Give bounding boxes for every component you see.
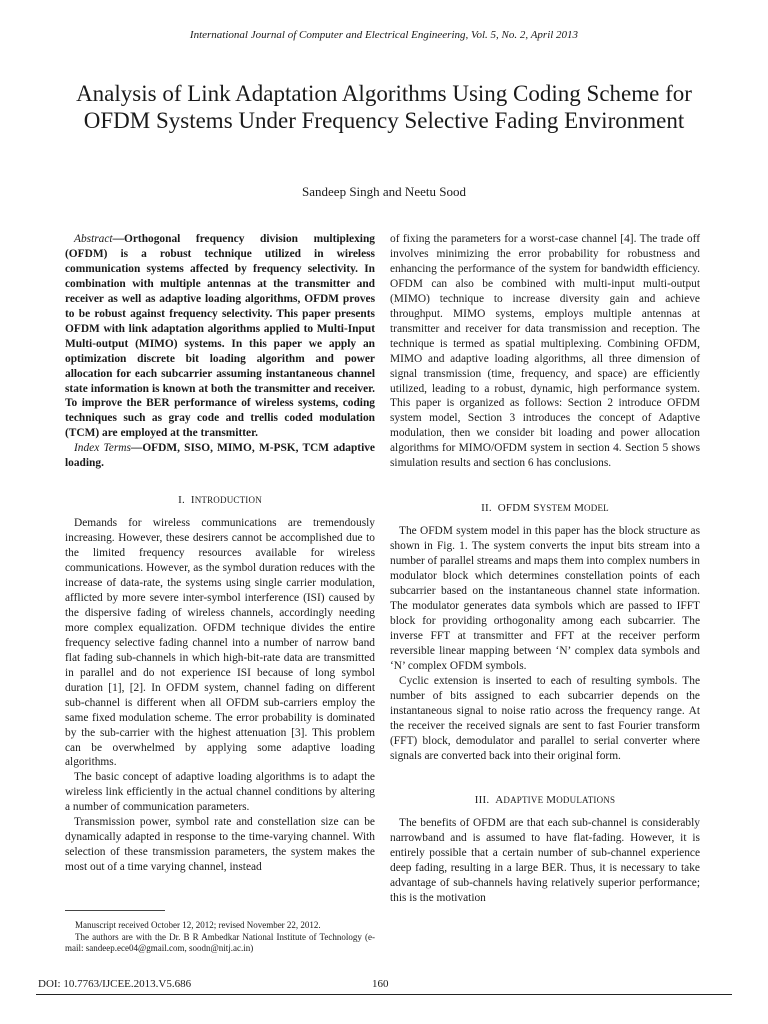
paper-title: Analysis of Link Adaptation Algorithms Using Coding Scheme for OFDM Systems Under Frequency Selective Fading Environment [76,81,692,133]
abstract-lead: Abstract [74,233,113,245]
section-rest: DAPTIVE [503,795,544,806]
intro-paragraph-1: Demands for wireless communications are tremendously increasing. However, these desirers cannot be accomplished due to the limited frequency resources available for wireless communications. However, as the symbol duration reduces with the increase of data-rate, the systems using single carrier modulation, afflicted by more severe inter-symbol interference (ISI) caused by the dispersive fading of wireless channels, accordingly needing more complex equalization. OFDM technique divides the entire frequency selective fading channel into a number of narrow band flat fading sub-channels in which high-bit-rate data are transmitted in parallel and do not experience ISI because of long symbol duration [1], [2]. In OFDM system, channel fading on different sub-channel is different when all OFDM sub-carriers employ the same fixed modulation scheme. The error probability is dominated by the sub-carrier with the highest attenuation [3]. This problem can be overwhelmed by applying some adaptive loading algorithms. [65,517,375,769]
page-number: 160 [372,978,389,990]
left-column [65,232,375,875]
abstract-text: —Orthogonal frequency division multiplexing (OFDM) is a robust technique utilized in wireless communication systems affected by frequency selectivity. In combination with multiple antennas at the transmitter and receiver as well as adaptive loading algorithms, OFDM proves to be robust against frequency selectivity. This paper presents OFDM with link adaptation algorithms applied to Multi-Input Multi-output (MIMO) systems. In this paper we apply an optimization discrete bit loading algorithm and power allocation for each subcarrier assuming instantaneous channel state information is known at both the transmitter and receiver. To improve the BER performance of wireless systems, coding techniques such as gray code and trellis coded modulation (TCM) are employed at the transmitter. [65,233,375,440]
right-column [390,232,700,906]
index-terms-text: —OFDM, SISO, MIMO, M-PSK, TCM adaptive loading. [65,442,375,470]
footer-rule [36,994,732,995]
footnote-received: Manuscript received October 12, 2012; revised November 22, 2012. [75,920,321,930]
doi-label: DOI: 10.7763/IJCEE.2013.V5.686 [38,978,192,990]
section-number: II. [481,502,492,515]
index-terms [65,441,375,471]
footnote-divider [65,910,165,911]
footnote-affiliation: The authors are with the Dr. B R Ambedkar National Institute of Technology (e-mail: sandeep.ece04@gmail.com, soodn@nitj.ac.in) [65,931,375,953]
section-number: III. [474,794,490,807]
index-terms-lead: Index Terms [74,442,131,455]
section-initial: I [190,494,195,507]
adaptive-paragraph-1: The benefits of OFDM are that each sub-channel is considerably narrowband and is assumed to have flat-fading. However, it is entirely possible that a certain number of sub-channel experience deep fading, resulting in a large BER. Thus, it is necessary to take advantage of sub-channels having relatively superior performance; this is the motivation [390,817,700,905]
section-initial-2: M [574,502,585,515]
section-heading-adaptive-modulations [390,793,700,808]
system-model-paragraph-2: Cyclic extension is inserted to each of resulting symbols. The number of bits assigned to each subcarrier depends on the instantaneous signal to noise ratio across the frequency range. At the receiver the received signals are sent to fast Fourier transform (FFT) block, demodulator and parallel to serial converter where signals are converted back into their original form. [390,674,700,762]
intro-paragraph-2: The basic concept of adaptive loading algorithms is to adapt the wireless link efficiently in the actual channel conditions by altering a number of communication parameters. [65,771,375,814]
section-initial: A [495,794,504,807]
section-rest-2: ODULATIONS [556,795,616,806]
section-number: I. [178,494,185,507]
section-rest: NTRODUCTION [194,495,262,506]
author-list: Sandeep Singh and Neetu Sood [302,184,466,199]
footnotes [65,920,375,955]
intro-continued: of fixing the parameters for a worst-case channel [4]. The trade off involves minimizing the error probability for robustness and enhancing the performance of the system for bandwidth efficiency. OFDM can also be combined with multi-input multi-output (MIMO) technique to increase diversity gain and achieve throughput. MIMO systems, employs multiple antennas at transmitter and receiver for data transmission and reception. The technique is termed as spatial multiplexing. Combining OFDM, MIMO and adaptive loading algorithms, all three dimension of signal transmission (time, frequency, and space) are efficiently utilized, leading to a robust, dynamic, high performance system. This paper is organized as follows: Section 2 introduce OFDM system model, Section 3 introduces the concept of Adaptive modulation, then we consider bit loading and power allocation algorithms for MIMO/OFDM system in section 4. Section 5 shows simulation results and section 6 has conclusions. [390,233,700,470]
intro-paragraph-3: Transmission power, symbol rate and constellation size can be dynamically adapted in response to the time-varying channel. With selection of these transmission parameters, the system makes the most out of a time varying channel, instead [65,816,375,874]
section-heading-system-model [390,501,700,516]
abstract [65,232,375,441]
section-rest-2: ODEL [584,503,609,514]
section-rest: YSTEM [539,503,572,514]
system-model-paragraph-1: The OFDM system model in this paper has the block structure as shown in Fig. 1. The system converts the input bits stream into a number of parallel streams and maps them into complex numbers in modulator block which determines constellation points of each subcarrier based on the instantaneous channel state information. The modulator generates data symbols which are passed to IFFT block for providing orthogonality among each subcarrier. The inverse FFT at transmitter and FFT at the receiver perform reversible linear mapping between ‘N’ complex data symbols and ‘N’ complex OFDM symbols. [390,525,700,672]
section-initial: OFDM S [497,502,540,515]
journal-header: International Journal of Computer and Electrical Engineering, Vol. 5, No. 2, April 2013 [189,29,579,41]
section-initial-2: M [546,794,557,807]
section-heading-introduction [65,493,375,508]
